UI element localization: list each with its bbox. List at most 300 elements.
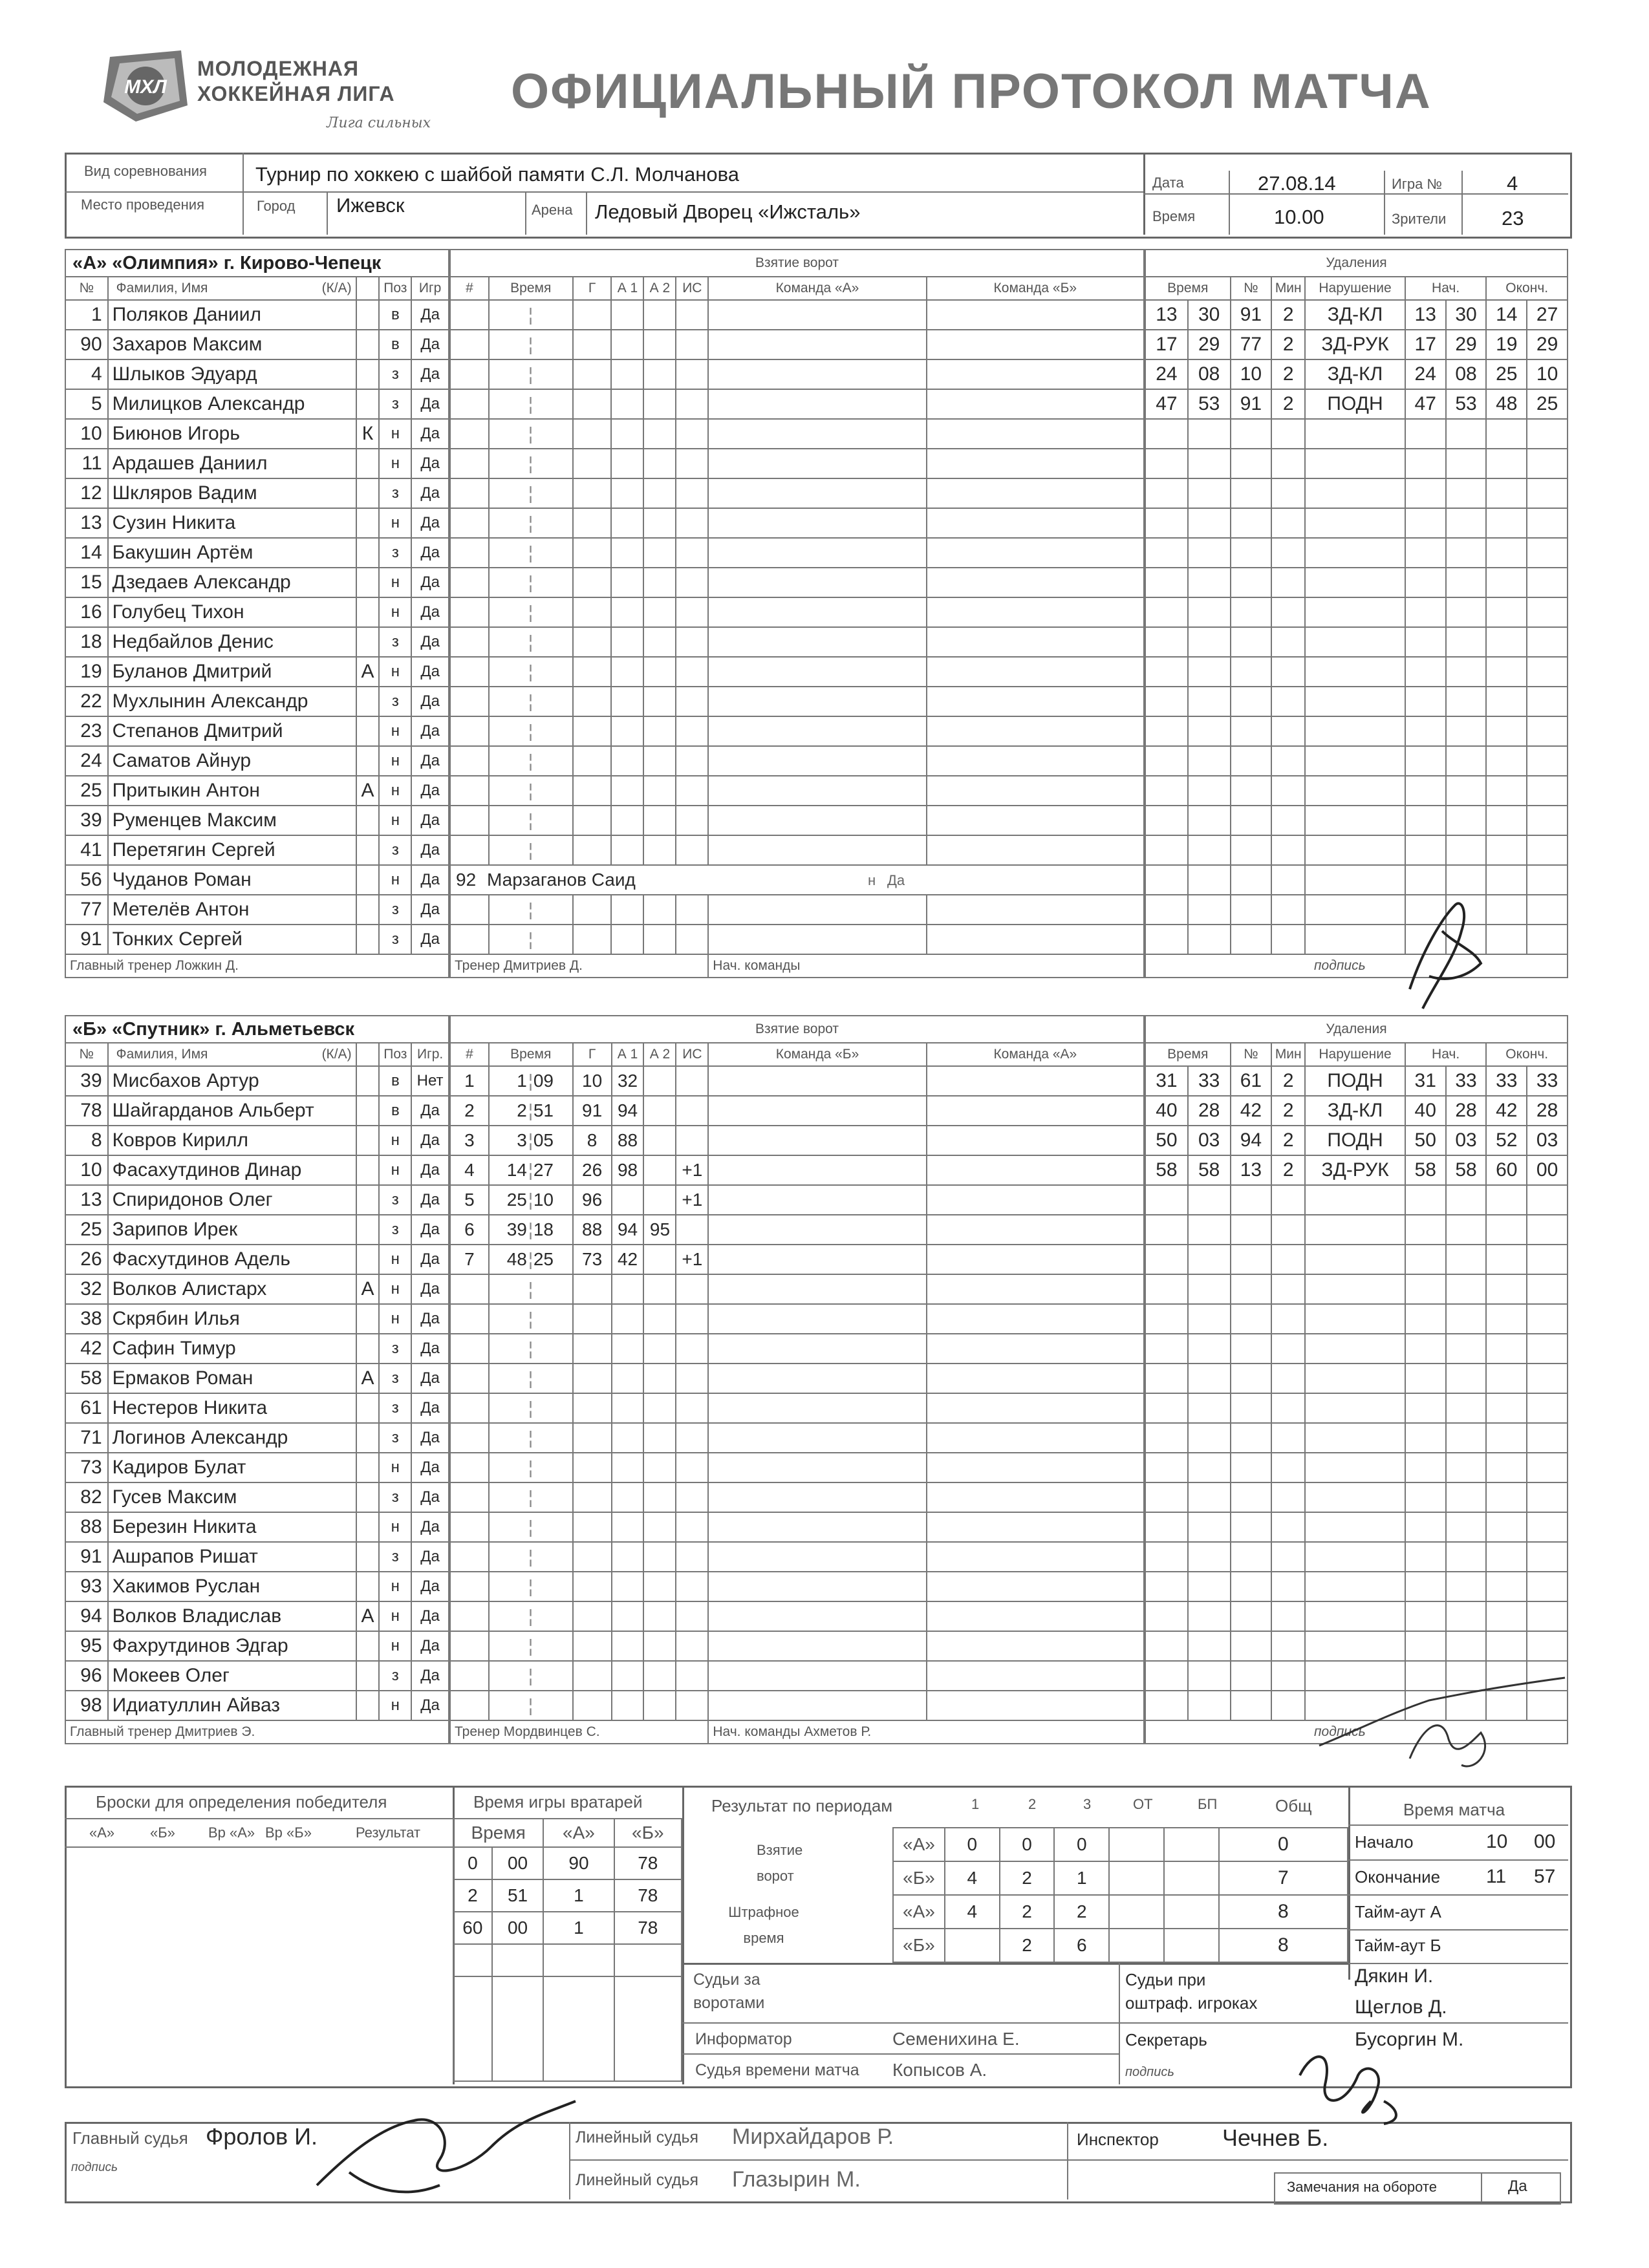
goal-onice-opp	[927, 687, 1144, 716]
player-name-cell	[108, 1155, 356, 1185]
goal-row	[450, 1453, 1144, 1482]
goal-onice-opp	[927, 1334, 1144, 1364]
goal-scorer	[573, 359, 612, 389]
goal-number	[450, 1482, 489, 1512]
pen-time-min	[1145, 568, 1188, 597]
player-captain-mark	[356, 1631, 380, 1661]
goal-onice-own	[708, 1066, 926, 1096]
period-col-ot: ОТ	[1133, 1796, 1153, 1812]
player-number: 26	[65, 1245, 108, 1274]
inspector-value: Чечнев Б.	[1222, 2124, 1329, 2151]
pen-player	[1231, 568, 1272, 597]
pen-end-sec	[1527, 716, 1568, 746]
goal-strength	[676, 746, 708, 776]
col-ka: (К/А)	[321, 281, 352, 295]
player-played: Да	[411, 1691, 449, 1720]
player-played: Да	[411, 449, 449, 478]
goal-time-cell	[489, 806, 573, 835]
team-b-chief: Нач. команды Ахметов Р.	[708, 1720, 1144, 1744]
competition-name: Турнир по хоккею с шайбой памяти С.Л. Молчанова	[255, 163, 740, 186]
goal-assist-1: 32	[612, 1066, 644, 1096]
pen-start-sec: 30	[1446, 300, 1487, 330]
player-played: Да	[411, 1334, 449, 1364]
period-value: 1	[1054, 1861, 1109, 1895]
goal-onice-own	[708, 1215, 926, 1245]
goal-assist-2	[643, 1364, 676, 1393]
col-goal-no: #	[450, 277, 489, 300]
goal-assist-2	[643, 1542, 676, 1572]
goal-onice-opp	[927, 419, 1144, 449]
pen-player	[1231, 419, 1272, 449]
goal-assist-2	[643, 746, 676, 776]
goal-row	[450, 1096, 1144, 1126]
goal-time-separator: ¦	[528, 1636, 534, 1656]
goal-strength	[676, 1572, 708, 1601]
player-captain-mark	[356, 1542, 380, 1572]
pen-violation	[1305, 478, 1405, 508]
periods-title: Результат по периодам	[711, 1796, 893, 1815]
player-name: Руменцев Максим	[112, 809, 277, 831]
goal-assist-2	[643, 568, 676, 597]
pen-time-min	[1145, 597, 1188, 627]
pen-start-min: 40	[1405, 1096, 1446, 1126]
pen-start-sec	[1446, 508, 1487, 538]
team-b-title: «Б» «Спутник» г. Альметьевск	[65, 1016, 449, 1043]
col-ka-b: (К/А)	[321, 1047, 352, 1062]
player-played: Да	[411, 1274, 449, 1304]
goal-assist-2	[643, 925, 676, 954]
pen-start-sec	[1446, 1512, 1487, 1542]
player-name: Ковров Кирилл	[112, 1129, 249, 1151]
pen-time-sec	[1188, 1334, 1231, 1364]
pen-time-sec: 29	[1188, 330, 1231, 359]
goalie-row	[453, 1879, 682, 1912]
goal-row	[450, 1661, 1144, 1691]
goal-number	[450, 716, 489, 746]
pen-end-min	[1486, 776, 1527, 806]
pen-time-sec	[1188, 449, 1231, 478]
pen-player	[1231, 1304, 1272, 1334]
goal-time-cell	[489, 1542, 573, 1572]
pen-start-min	[1405, 1572, 1446, 1601]
pen-start-min	[1405, 1423, 1446, 1453]
player-name: Тонких Сергей	[112, 928, 242, 950]
pen-violation	[1305, 1512, 1405, 1542]
col-team-b-first: Команда «Б»	[708, 1043, 926, 1066]
goal-onice-opp	[927, 1245, 1144, 1274]
team-a-roster	[65, 249, 449, 978]
pen-player	[1231, 1691, 1272, 1720]
signature-team-b	[1313, 1674, 1571, 1778]
linesman-1: Мирхайдаров Р.	[732, 2124, 894, 2149]
goal-onice-opp	[927, 1185, 1144, 1215]
pen-time-min: 24	[1145, 359, 1188, 389]
goal-time-cell	[489, 389, 573, 419]
goal-number	[450, 1631, 489, 1661]
pen-time-min	[1145, 776, 1188, 806]
pen-minutes	[1271, 835, 1305, 865]
goal-second: 18	[533, 1219, 554, 1239]
team-a-goals	[449, 249, 1145, 978]
player-played: Да	[411, 716, 449, 746]
pen-time-sec	[1188, 1691, 1231, 1720]
pen-start-sec: 28	[1446, 1096, 1487, 1126]
player-name-cell	[108, 1453, 356, 1482]
pen-time-sec	[1188, 568, 1231, 597]
arena-value: Ледовый Дворец «Ижсталь»	[595, 200, 861, 223]
goal-onice-own	[708, 1096, 926, 1126]
player-position: н	[379, 716, 411, 746]
goal-time-cell	[489, 1691, 573, 1720]
goal-time-separator: ¦	[528, 1190, 534, 1210]
player-number: 11	[65, 449, 108, 478]
goal-assist-1	[611, 389, 643, 419]
goal-time-separator: ¦	[528, 1160, 534, 1180]
goal-number	[450, 1304, 489, 1334]
league-slogan: Лига сильных	[327, 115, 431, 131]
player-number: 88	[65, 1512, 108, 1542]
player-position: н	[379, 1631, 411, 1661]
goal-row	[450, 1364, 1144, 1393]
player-name-cell	[108, 1631, 356, 1661]
goal-assist-2	[643, 895, 676, 925]
extra-player-position: н	[868, 872, 876, 888]
pen-time-min	[1145, 1482, 1188, 1512]
goal-onice-own	[708, 300, 926, 330]
pen-minutes	[1271, 478, 1305, 508]
goal-time-separator: ¦	[528, 305, 534, 325]
signature-team-a	[1384, 892, 1500, 1022]
goal-scorer	[573, 1423, 612, 1453]
goalie-min: 0	[453, 1847, 492, 1879]
goal-assist-2	[643, 1601, 676, 1631]
goal-time-cell	[489, 1066, 573, 1096]
player-position: з	[379, 687, 411, 716]
col-a2-b: А 2	[643, 1043, 676, 1066]
goalie-row	[453, 1944, 682, 1976]
player-played: Да	[411, 597, 449, 627]
player-name: Мисбахов Артур	[112, 1070, 259, 1091]
player-row	[65, 1572, 449, 1601]
goalie-a	[543, 1944, 614, 1976]
goal-number: 1	[450, 1066, 489, 1096]
pen-start-sec	[1446, 1185, 1487, 1215]
goal-second: 10	[533, 1190, 554, 1210]
player-row	[65, 657, 449, 687]
goal-assist-1	[611, 597, 643, 627]
player-position: з	[379, 1334, 411, 1364]
player-captain-mark	[356, 449, 380, 478]
penalty-row	[1145, 330, 1568, 359]
team-a-penalties	[1145, 249, 1568, 978]
penalty-row	[1145, 1155, 1568, 1185]
goal-assist-1	[612, 1334, 644, 1364]
informer-value: Семенихина Е.	[892, 2029, 1020, 2049]
pen-minutes	[1271, 806, 1305, 835]
penalty-judge-1: Дякин И.	[1355, 1965, 1434, 1987]
goal-scorer	[573, 1453, 612, 1482]
goal-time-cell	[489, 1155, 573, 1185]
player-played: Да	[411, 776, 449, 806]
pen-minutes	[1271, 1215, 1305, 1245]
goal-onice-own	[708, 568, 926, 597]
timeout-b-label: Тайм-аут Б	[1355, 1936, 1441, 1955]
player-name: Логинов Александр	[112, 1427, 288, 1448]
player-number: 1	[65, 300, 108, 330]
goal-scorer	[573, 1542, 612, 1572]
goal-time-separator: ¦	[528, 423, 534, 444]
goal-strength	[676, 1096, 708, 1126]
pen-end-min	[1486, 1334, 1527, 1364]
period-value: 2	[1000, 1929, 1055, 1962]
player-captain-mark: А	[356, 1364, 380, 1393]
player-position: н	[379, 746, 411, 776]
player-number: 38	[65, 1304, 108, 1334]
pen-minutes	[1271, 1542, 1305, 1572]
col-no: №	[65, 277, 108, 300]
player-row	[65, 716, 449, 746]
goalie-min: 2	[453, 1879, 492, 1912]
player-name: Недбайлов Денис	[112, 631, 274, 652]
player-name-cell	[108, 746, 356, 776]
player-name-cell	[108, 657, 356, 687]
player-row	[65, 1601, 449, 1631]
goal-scorer	[573, 1393, 612, 1423]
goal-number	[450, 835, 489, 865]
col-name-b: Фамилия, Имя	[116, 1047, 208, 1062]
pen-violation: ПОДН	[1305, 1066, 1405, 1096]
referee-signature-label: подпись	[71, 2161, 118, 2174]
pen-start-min: 47	[1405, 389, 1446, 419]
pen-end-min	[1486, 1364, 1527, 1393]
penalty-row	[1145, 1126, 1568, 1155]
pen-player	[1231, 1572, 1272, 1601]
player-number: 10	[65, 419, 108, 449]
goal-time-cell	[489, 1393, 573, 1423]
goal-minute: 25	[506, 1190, 527, 1210]
goal-time-separator: ¦	[528, 721, 534, 741]
penalty-row	[1145, 1364, 1568, 1393]
goal-assist-1	[612, 1512, 644, 1542]
pen-minutes	[1271, 1274, 1305, 1304]
goal-onice-opp	[927, 1631, 1144, 1661]
player-row	[65, 419, 449, 449]
player-position: з	[379, 389, 411, 419]
goal-number	[450, 746, 489, 776]
goal-onice-opp	[927, 478, 1144, 508]
goal-time-separator: ¦	[528, 364, 534, 384]
player-played: Да	[411, 1245, 449, 1274]
pen-minutes	[1271, 925, 1305, 954]
pen-violation	[1305, 835, 1405, 865]
player-number: 82	[65, 1482, 108, 1512]
goal-onice-opp	[927, 1215, 1144, 1245]
player-position: в	[379, 1066, 411, 1096]
pen-end-sec	[1527, 508, 1568, 538]
player-position: н	[379, 1601, 411, 1631]
goal-assist-1	[612, 1691, 644, 1720]
pen-violation	[1305, 1601, 1405, 1631]
pen-violation	[1305, 1542, 1405, 1572]
player-name-cell	[108, 776, 356, 806]
pen-end-min: 52	[1486, 1126, 1527, 1155]
goal-onice-own	[708, 508, 926, 538]
goal-assist-2	[643, 687, 676, 716]
player-name: Фасахутдинов Динар	[112, 1159, 302, 1181]
player-number: 13	[65, 508, 108, 538]
pen-start-sec	[1446, 627, 1487, 657]
penalty-row	[1145, 597, 1568, 627]
pen-time-min: 17	[1145, 330, 1188, 359]
player-number: 42	[65, 1334, 108, 1364]
pen-col-end-b: Оконч.	[1486, 1043, 1568, 1066]
player-name: Метелёв Антон	[112, 899, 250, 920]
penalty-row	[1145, 538, 1568, 568]
goal-assist-1	[611, 568, 643, 597]
pen-violation	[1305, 568, 1405, 597]
player-name-cell	[108, 1304, 356, 1334]
player-name: Захаров Максим	[112, 334, 263, 355]
goal-assist-1	[612, 1482, 644, 1512]
goal-onice-opp	[927, 746, 1144, 776]
goal-scorer	[573, 1661, 612, 1691]
goal-number	[450, 657, 489, 687]
pen-time-sec: 03	[1188, 1126, 1231, 1155]
city-label: Город	[257, 198, 296, 214]
goal-number	[450, 1453, 489, 1482]
goal-onice-own	[708, 419, 926, 449]
inspector-label: Инспектор	[1077, 2130, 1159, 2149]
pen-minutes	[1271, 449, 1305, 478]
player-captain-mark	[356, 1245, 380, 1274]
pen-start-sec	[1446, 1631, 1487, 1661]
goal-number	[450, 1691, 489, 1720]
player-row	[65, 300, 449, 330]
player-name: Волков Владислав	[112, 1605, 282, 1627]
pen-minutes: 2	[1271, 330, 1305, 359]
pen-start-min	[1405, 1512, 1446, 1542]
goal-onice-own	[708, 776, 926, 806]
col-team-a: Команда «А»	[708, 277, 926, 300]
remarks-label: Замечания на обороте	[1287, 2179, 1437, 2195]
goalie-min	[453, 1944, 492, 1976]
player-name-cell	[108, 687, 356, 716]
pen-violation	[1305, 1364, 1405, 1393]
player-row	[65, 627, 449, 657]
col-team-a-second: Команда «А»	[927, 1043, 1144, 1066]
pen-time-sec	[1188, 925, 1231, 954]
secretary-signature-label: подпись	[1125, 2065, 1174, 2079]
goal-assist-1	[611, 478, 643, 508]
goal-row	[450, 568, 1144, 597]
goal-row	[450, 1245, 1144, 1274]
pen-end-sec	[1527, 835, 1568, 865]
pen-col-time: Время	[1145, 277, 1231, 300]
goal-onice-own	[708, 1364, 926, 1393]
penalty-row	[1145, 1512, 1568, 1542]
goal-assist-1	[612, 1631, 644, 1661]
period-row	[893, 1828, 1348, 1861]
goal-strength	[676, 657, 708, 687]
extra-player-name: Марзаганов Саид	[487, 870, 636, 890]
pen-minutes	[1271, 1601, 1305, 1631]
pen-end-min	[1486, 806, 1527, 835]
player-row	[65, 1393, 449, 1423]
goal-time-cell	[489, 449, 573, 478]
period-value: 8	[1219, 1929, 1348, 1962]
pen-violation	[1305, 419, 1405, 449]
goal-row	[450, 1691, 1144, 1720]
goalie-min: 60	[453, 1912, 492, 1944]
goal-number	[450, 568, 489, 597]
pen-start-sec	[1446, 568, 1487, 597]
goal-time-separator: ¦	[528, 632, 534, 652]
penalty-row	[1145, 1274, 1568, 1304]
pen-end-sec	[1527, 1304, 1568, 1334]
pen-violation: ПОДН	[1305, 389, 1405, 419]
goal-time-cell	[489, 1334, 573, 1364]
player-name: Бакушин Артём	[112, 542, 253, 563]
penalty-row	[1145, 1215, 1568, 1245]
pen-player: 77	[1231, 330, 1272, 359]
pen-minutes	[1271, 716, 1305, 746]
goal-number	[450, 449, 489, 478]
player-name: Ермаков Роман	[112, 1367, 253, 1389]
referee-label: Главный судья	[72, 2128, 188, 2148]
pen-player	[1231, 449, 1272, 478]
pen-start-sec: 58	[1446, 1155, 1487, 1185]
pen-end-min	[1486, 1453, 1527, 1482]
period-value: 7	[1219, 1861, 1348, 1895]
pen-start-sec: 33	[1446, 1066, 1487, 1096]
goal-row	[450, 1304, 1144, 1334]
goal-time-cell	[489, 925, 573, 954]
player-captain-mark	[356, 1155, 380, 1185]
pen-player	[1231, 1631, 1272, 1661]
goal-scorer	[573, 597, 612, 627]
pen-time-sec	[1188, 597, 1231, 627]
pen-start-sec: 08	[1446, 359, 1487, 389]
goal-number	[450, 1364, 489, 1393]
period-team-label: «Б»	[893, 1929, 945, 1962]
period-value: 0	[1054, 1828, 1109, 1861]
goal-assist-1	[612, 1364, 644, 1393]
player-captain-mark	[356, 508, 380, 538]
player-played: Да	[411, 478, 449, 508]
player-played: Да	[411, 389, 449, 419]
goal-strength	[676, 835, 708, 865]
player-number: 12	[65, 478, 108, 508]
player-number: 13	[65, 1185, 108, 1215]
pen-end-sec	[1527, 687, 1568, 716]
player-played: Да	[411, 1572, 449, 1601]
date-label: Дата	[1152, 175, 1184, 191]
player-number: 24	[65, 746, 108, 776]
pen-end-min	[1486, 419, 1527, 449]
player-number: 73	[65, 1453, 108, 1482]
goal-scorer	[573, 538, 612, 568]
pen-minutes	[1271, 1453, 1305, 1482]
pen-start-min	[1405, 1185, 1446, 1215]
pen-start-min	[1405, 1304, 1446, 1334]
timekeeper-label: Судья времени матча	[695, 2061, 859, 2079]
penalty-judges-label: Судьи при оштраф. игроках	[1125, 1970, 1258, 2013]
period-value: 0	[1000, 1828, 1055, 1861]
pen-time-sec	[1188, 1393, 1231, 1423]
goal-onice-opp	[927, 1066, 1144, 1096]
period-value	[1109, 1861, 1164, 1895]
pen-end-min	[1486, 1423, 1527, 1453]
